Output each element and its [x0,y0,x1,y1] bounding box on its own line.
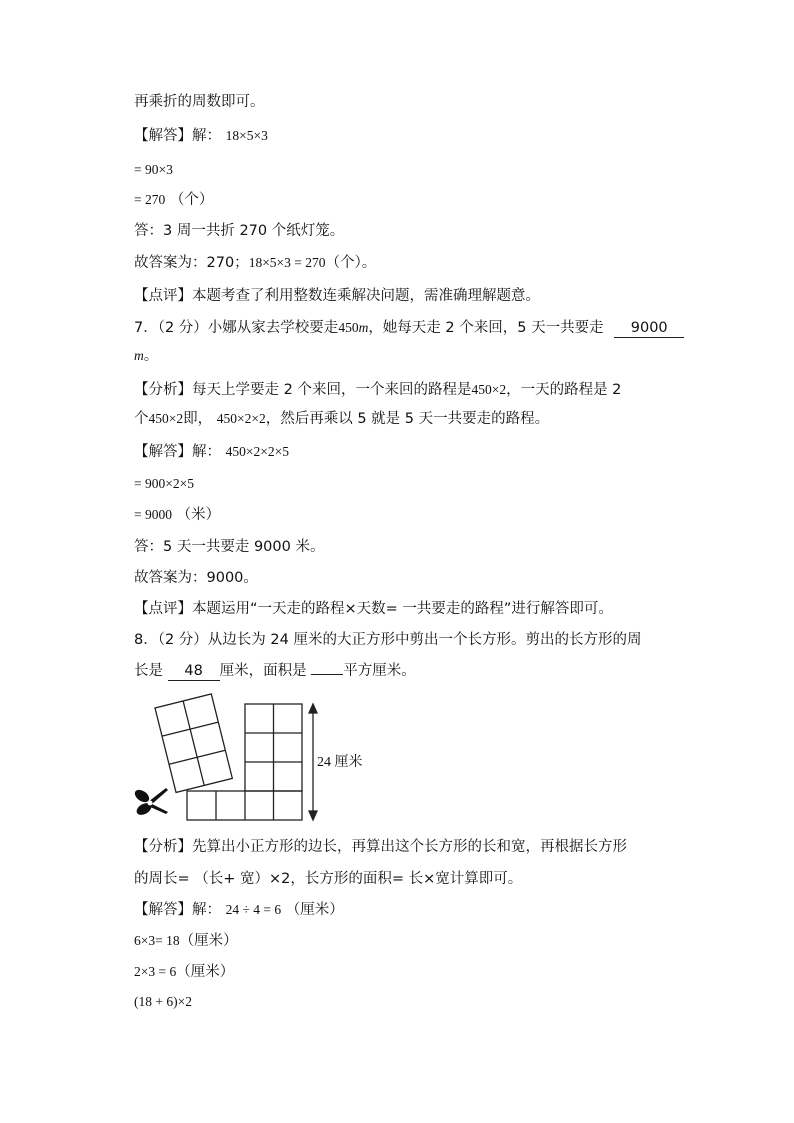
math-step: = 9000 （米） [134,507,221,523]
math-step: = 90×3 [134,162,173,177]
math-expression: 18×5×3 [225,128,268,143]
square-grid [187,704,302,820]
tilted-rectangle [155,694,232,792]
question-8-cont: 长是 48 厘米，面积是 平方厘米。 [134,663,416,679]
solution-line: 【解答】解： 24 ÷ 4 = 6 （厘米） [134,902,344,918]
answer-blank [311,674,343,675]
square-cut-figure [130,690,390,830]
answer-line: 故答案为：270；18×5×3 = 270（个）。 [134,255,377,271]
side-length-label: 24 厘米 [317,755,363,770]
analysis-line: 【分析】先算出小正方形的边长，再算出这个长方形的长和宽，再根据长方形 [134,839,627,855]
math-step: = 270 （个） [134,192,214,208]
solution-tag: 【解答】 [134,128,192,144]
math-step: 6×3= 18（厘米） [134,933,238,949]
solution-line: 【解答】解： 18×5×3 [134,128,268,144]
text-line: 再乘折的周数即可。 [134,94,265,110]
question-7-cont: m。 [134,348,159,364]
analysis-line: 【分析】每天上学要走 2 个来回，一个来回的路程是450×2，一天的路程是 2 [134,382,622,398]
solution-line: 【解答】解： 450×2×2×5 [134,444,289,460]
analysis-line: 的周长= （长+ 宽）×2，长方形的面积= 长×宽计算即可。 [134,871,523,887]
answer-line: 答：3 周一共折 270 个纸灯笼。 [134,223,345,239]
answer-line: 答：5 天一共要走 9000 米。 [134,539,325,555]
math-step: (18 + 6)×2 [134,994,192,1009]
comment-line: 【点评】本题考查了利用整数连乘解决问题，需准确理解题意。 [134,288,540,304]
math-step: = 900×2×5 [134,476,194,491]
analysis-line: 个450×2即， 450×2×2，然后再乘以 5 就是 5 天一共要走的路程。 [134,411,550,427]
math-step: 2×3 = 6（厘米） [134,964,235,980]
answer-blank: 48 [168,662,220,681]
question-8: 8．（2 分）从边长为 24 厘米的大正方形中剪出一个长方形。剪出的长方形的周 [134,632,642,648]
answer-blank: 9000 [614,319,684,338]
answer-line: 故答案为：9000。 [134,570,258,586]
comment-line: 【点评】本题运用“一天走的路程×天数= 一共要走的路程”进行解答即可。 [134,601,613,617]
dimension-arrow [309,704,317,820]
scissors-icon [133,787,168,817]
question-7: 7．（2 分）小娜从家去学校要走450m，她每天走 2 个来回，5 天一共要走 9000 [134,318,684,338]
